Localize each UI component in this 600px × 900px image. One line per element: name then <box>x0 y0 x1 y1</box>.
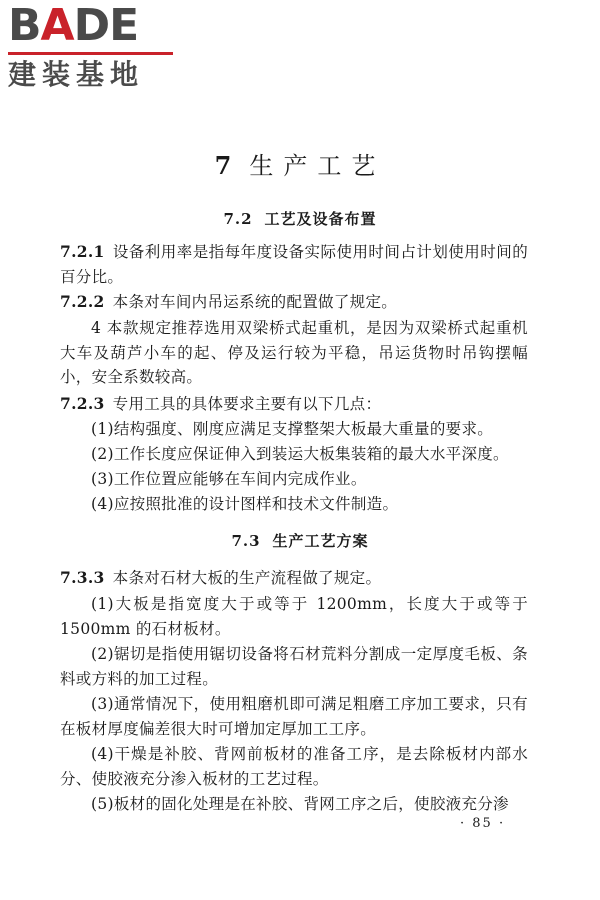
chapter-title <box>0 146 600 181</box>
logo-subtitle: 建装基地 <box>8 58 145 91</box>
paragraph: 4 本款规定推荐选用双梁桥式起重机，是因为双梁桥式起重机大车及葫芦小车的起、停及运行较为平稳，吊运货物时吊钩摆幅小，安全系数较高。 <box>60 319 528 386</box>
clause-number: 7.3.3 <box>60 568 105 587</box>
section-heading: 7.2 工艺及设备布置 <box>223 210 377 228</box>
list-item: (2)锯切是指使用锯切设备将石材荒料分割成一定厚度毛板、条料或方料的加工过程。 <box>60 645 528 688</box>
chapter-number: 7 <box>214 151 242 180</box>
chapter-name: 生产工艺 <box>249 152 386 180</box>
list-item: (5)板材的固化处理是在补胶、背网工序之后，使胶液充分渗 <box>91 795 509 813</box>
page-number: · 85 · <box>460 816 506 831</box>
paragraph: 7.2.1 设备利用率是指每年度设备实际使用时间占计划使用时间的百分比。 <box>60 242 528 286</box>
list-item: (4)干燥是补胶、背网前板材的准备工序，是去除板材内部水分、使胶液充分渗入板材的工艺过程。 <box>60 745 528 788</box>
list-item: (4)应按照批准的设计图样和技术文件制造。 <box>91 495 399 513</box>
bade-logo <box>8 0 178 91</box>
clause-number: 7.2.2 <box>60 292 105 311</box>
paragraph: 7.2.2 本条对车间内吊运系统的配置做了规定。 <box>60 292 398 311</box>
clause-number: 7.2.1 <box>60 242 105 261</box>
list-item: (1)大板是指宽度大于或等于 1200mm，长度大于或等于 1500mm 的石材板材。 <box>60 595 528 638</box>
paragraph: 7.3.3 本条对石材大板的生产流程做了规定。 <box>60 568 382 587</box>
logo-underline <box>8 52 173 55</box>
paragraph: 7.2.3 专用工具的具体要求主要有以下几点： <box>60 394 382 413</box>
list-item: (3)通常情况下，使用粗磨机即可满足粗磨工序加工要求，只有在板材厚度偏差很大时可增加定厚加工工序。 <box>60 695 528 738</box>
logo-wordmark: BADE <box>8 0 139 51</box>
clause-number: 7.2.3 <box>60 394 105 413</box>
list-item: (3)工作位置应能够在车间内完成作业。 <box>91 470 367 488</box>
list-item: (2)工作长度应保证伸入到装运大板集装箱的最大水平深度。 <box>91 445 509 463</box>
section-heading: 7.3 生产工艺方案 <box>231 532 369 550</box>
list-item: (1)结构强度、刚度应满足支撑整架大板最大重量的要求。 <box>91 420 494 438</box>
